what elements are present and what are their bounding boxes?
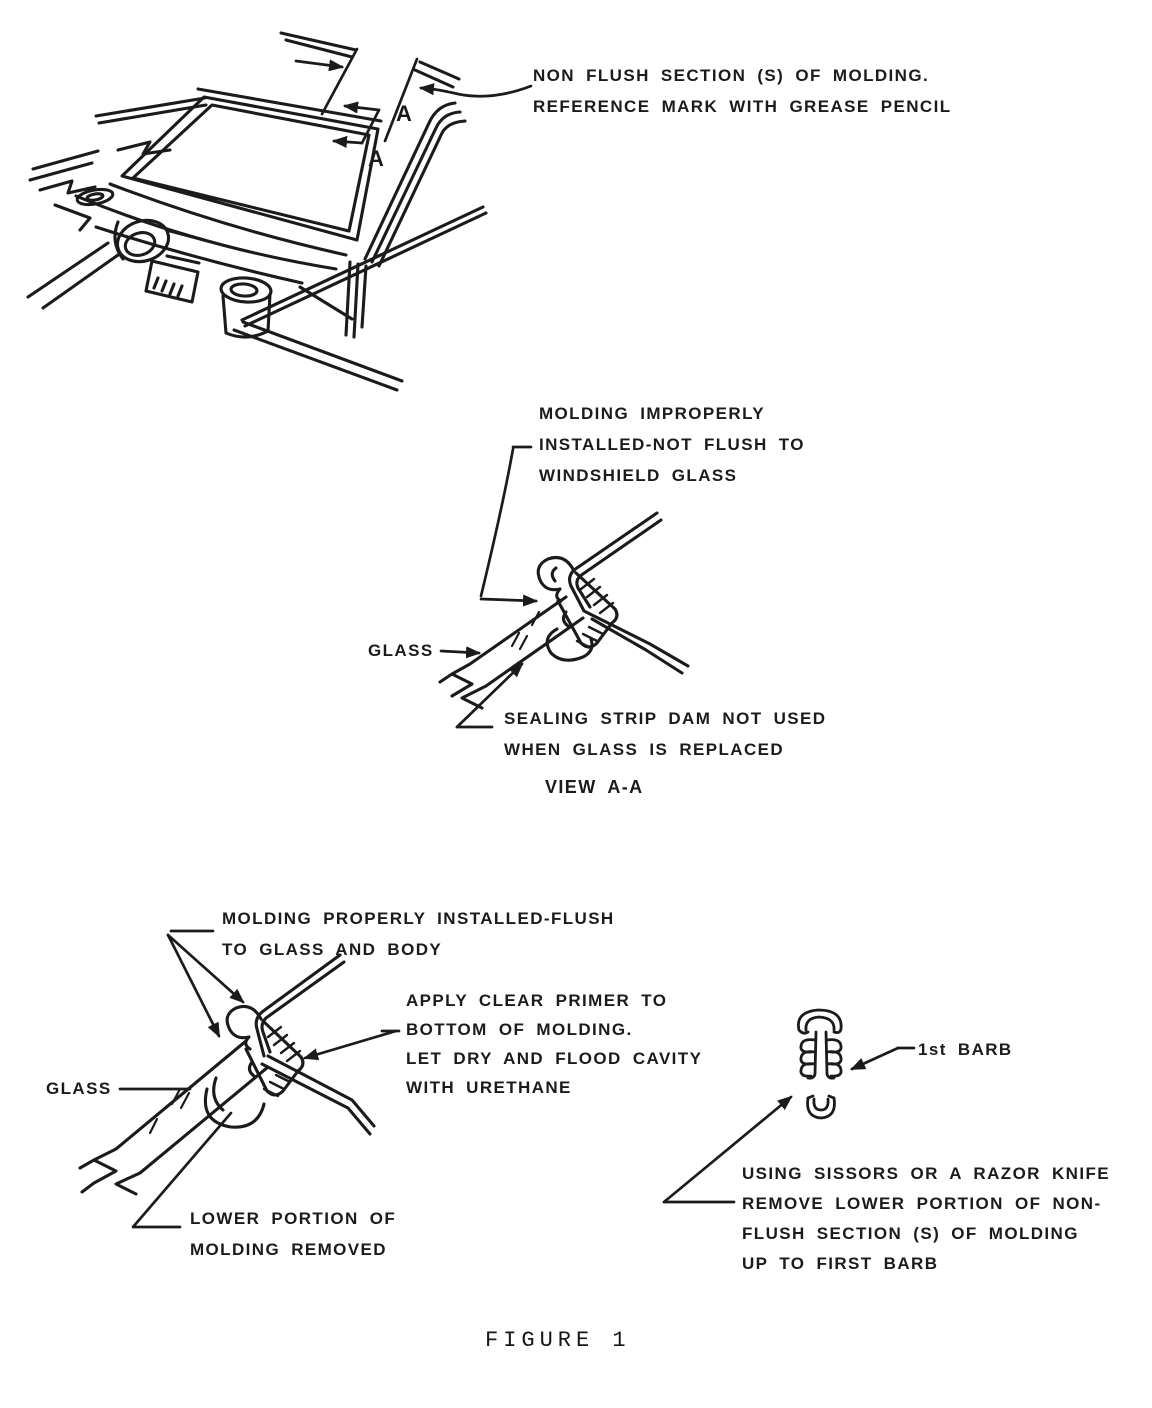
label-line: FLUSH SECTION (S) OF MOLDING	[742, 1224, 1079, 1243]
label-line: SEALING STRIP DAM NOT USED	[504, 709, 827, 728]
first-barb-leader-arrow	[852, 1048, 898, 1069]
molding-hatching	[264, 1027, 300, 1096]
section-line-a-top	[322, 49, 357, 114]
label-line: WHEN GLASS IS REPLACED	[504, 740, 785, 759]
molding-cap	[798, 1010, 841, 1033]
section-marker-a-bottom: A	[368, 146, 384, 171]
grommet-oval-inner	[87, 193, 104, 202]
label-first-barb: 1st BARB	[918, 1040, 1013, 1059]
shock-tower-right	[220, 276, 272, 303]
non-flush-leader-arrow	[421, 88, 432, 89]
label-line: TO GLASS AND BODY	[222, 940, 443, 959]
label-line: MOLDING PROPERLY INSTALLED-FLUSH	[222, 909, 615, 928]
label-line: WINDSHIELD GLASS	[539, 466, 738, 485]
barb-profile-drawing	[798, 1010, 841, 1118]
label-line: LOWER PORTION OF	[190, 1209, 397, 1228]
label-line: MOLDING IMPROPERLY	[539, 404, 766, 423]
label-line: NON FLUSH SECTION (S) OF MOLDING.	[533, 66, 930, 85]
label-molding-properly	[222, 903, 615, 965]
label-lower-portion	[190, 1203, 396, 1265]
label-line: USING SISSORS OR A RAZOR KNIFE	[742, 1164, 1110, 1183]
glass-cross-section	[80, 1041, 268, 1194]
label-line: LET DRY AND FLOOD CAVITY	[406, 1049, 703, 1068]
shock-tower-right-inner	[231, 283, 258, 297]
label-line: INSTALLED-NOT FLUSH TO	[539, 435, 805, 454]
section-arrow-left-2	[334, 141, 362, 143]
section-line-a-bottom	[385, 59, 417, 141]
label-line: MOLDING REMOVED	[190, 1240, 387, 1259]
urethane-bead	[205, 1078, 264, 1127]
proper-leader-arrow-2	[168, 935, 219, 1036]
label-using-scissors	[742, 1159, 1110, 1279]
molding-hatching	[577, 579, 613, 648]
glass-mid-leader-arrow	[441, 651, 479, 653]
label-line: WITH URETHANE	[406, 1078, 572, 1097]
label-molding-improperly	[539, 398, 805, 491]
glass-hatch-ticks	[150, 1089, 189, 1133]
non-flush-leader	[432, 86, 531, 96]
label-glass-mid: GLASS	[368, 641, 434, 660]
a-pillar-lines	[365, 103, 465, 266]
label-line: BOTTOM OF MOLDING.	[406, 1020, 633, 1039]
label-line: UP TO FIRST BARB	[742, 1254, 939, 1273]
figure-caption: FIGURE 1	[485, 1328, 631, 1353]
molding-barbs	[801, 1040, 841, 1077]
label-sealing-strip	[504, 703, 826, 765]
label-non-flush-section	[533, 60, 952, 122]
section-arrow-right	[296, 61, 342, 67]
improper-leader	[481, 447, 531, 596]
label-line: REFERENCE MARK WITH GREASE PENCIL	[533, 97, 952, 116]
cowl-vent-opening	[146, 261, 198, 302]
cross-section-proper	[80, 955, 374, 1194]
removed-lower-portion-piece	[808, 1096, 835, 1118]
car-body-drawing	[28, 33, 486, 390]
windshield-opening	[122, 97, 378, 240]
body-rail-lines	[234, 207, 486, 390]
label-glass-bottom: GLASS	[46, 1079, 112, 1098]
improper-leader-arrow	[481, 599, 536, 601]
label-apply-primer	[406, 986, 702, 1102]
primer-leader-arrow	[305, 1031, 396, 1058]
section-marker-a-top: A	[396, 101, 412, 126]
section-arrow-left-1	[345, 106, 379, 110]
label-view-aa: VIEW A-A	[545, 777, 644, 797]
cross-section-improper	[440, 513, 688, 708]
body-flange-lines	[570, 513, 688, 673]
label-line: APPLY CLEAR PRIMER TO	[406, 991, 668, 1010]
label-line: REMOVE LOWER PORTION OF NON-	[742, 1194, 1102, 1213]
